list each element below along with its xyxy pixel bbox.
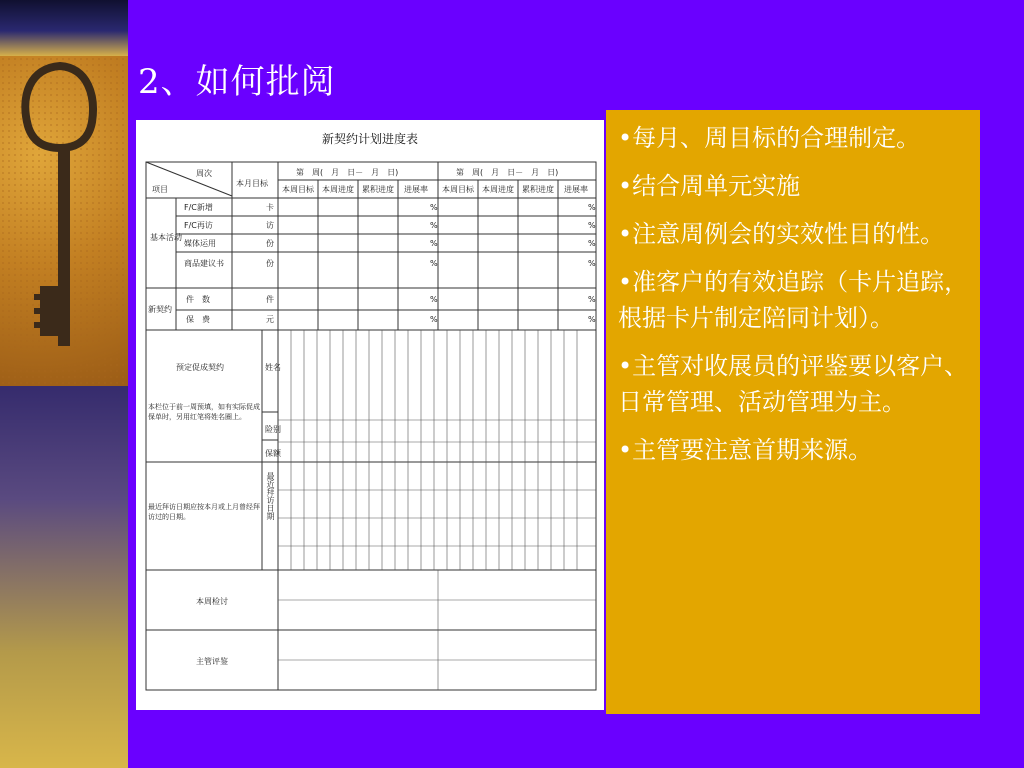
- form-document: [136, 120, 604, 710]
- percent-mark: %: [430, 295, 438, 304]
- percent-mark: %: [588, 295, 596, 304]
- col-header: 本周目标: [282, 185, 314, 194]
- col-header: 累积进度: [362, 185, 394, 194]
- percent-mark: %: [588, 203, 596, 212]
- bullet-item: •主管要注意首期来源。: [618, 436, 873, 464]
- percent-mark: %: [588, 259, 596, 268]
- row-label: F/C再访: [184, 221, 213, 230]
- row-unit: 访: [266, 221, 274, 230]
- group-basic: 基本活动: [150, 233, 182, 242]
- label-premium: 保额: [265, 449, 281, 458]
- label-risk: 险别: [265, 425, 281, 434]
- bullet-item: •结合周单元实施: [618, 172, 801, 200]
- row-unit: 件: [266, 295, 274, 304]
- col-header: 本周目标: [442, 185, 474, 194]
- col-header: 本周进度: [322, 185, 354, 194]
- label-name: 姓名: [265, 363, 281, 372]
- note-expected: 本栏位于前一周预填，如有实际促成保单时，另用红笔将姓名圈上。: [148, 403, 260, 421]
- row-unit: 元: [266, 315, 274, 324]
- col-header: 进展率: [564, 185, 588, 194]
- bullet-item: •注意周例会的实效性目的性。: [618, 220, 945, 248]
- percent-mark: %: [588, 239, 596, 248]
- header-item: 项目: [152, 185, 168, 194]
- bullet-box: [606, 110, 980, 714]
- form-title: 新契约计划进度表: [321, 132, 418, 146]
- row-label: 保 费: [186, 315, 210, 324]
- bullet-item: •主管对收展员的评鉴要以客户、日常管理、活动管理为主。: [618, 352, 969, 416]
- col-header: 进展率: [404, 185, 428, 194]
- slide-title: 2、如何批阅: [138, 62, 336, 102]
- percent-mark: %: [588, 315, 596, 324]
- form-table: [136, 120, 604, 710]
- percent-mark: %: [430, 259, 438, 268]
- percent-mark: %: [430, 315, 438, 324]
- row-label: F/C新增: [184, 203, 213, 212]
- percent-mark: %: [588, 221, 596, 230]
- row-unit: 份: [266, 239, 274, 248]
- group-new-contract: 新契约: [148, 305, 172, 314]
- bullet-item: •准客户的有效追踪（卡片追踪，根据卡片制定陪同计划）。: [618, 268, 969, 332]
- bullet-item: •每月、周目标的合理制定。: [618, 124, 921, 152]
- label-recent-visit: 最近拜访日期: [266, 472, 275, 520]
- top-left-strip: [0, 0, 128, 56]
- supervisor-review-label: 主管评鉴: [196, 657, 228, 666]
- percent-mark: %: [430, 203, 438, 212]
- col-header: 累积进度: [522, 185, 554, 194]
- header-week-1: 第 周( 月 日－ 月 日): [296, 168, 399, 177]
- percent-mark: %: [430, 221, 438, 230]
- header-period: 周次: [196, 169, 212, 178]
- col-header: 本周进度: [482, 185, 514, 194]
- note-visit: 最近拜访日期应按本月或上月曾经拜访过的日期。: [148, 503, 260, 521]
- antique-key-photo: [0, 56, 128, 386]
- row-unit: 卡: [266, 203, 274, 212]
- row-label: 件 数: [186, 295, 210, 304]
- row-label: 媒体运用: [184, 239, 216, 248]
- weekly-review-label: 本周检讨: [196, 597, 228, 606]
- section-expected-contracts: 预定促成契约: [176, 363, 224, 372]
- key-icon: [0, 56, 128, 386]
- row-unit: 份: [266, 259, 274, 268]
- header-month-target: 本月目标: [236, 179, 268, 188]
- percent-mark: %: [430, 239, 438, 248]
- header-week-2: 第 周( 月 日－ 月 日): [456, 168, 559, 177]
- row-label: 商品建议书: [184, 259, 224, 268]
